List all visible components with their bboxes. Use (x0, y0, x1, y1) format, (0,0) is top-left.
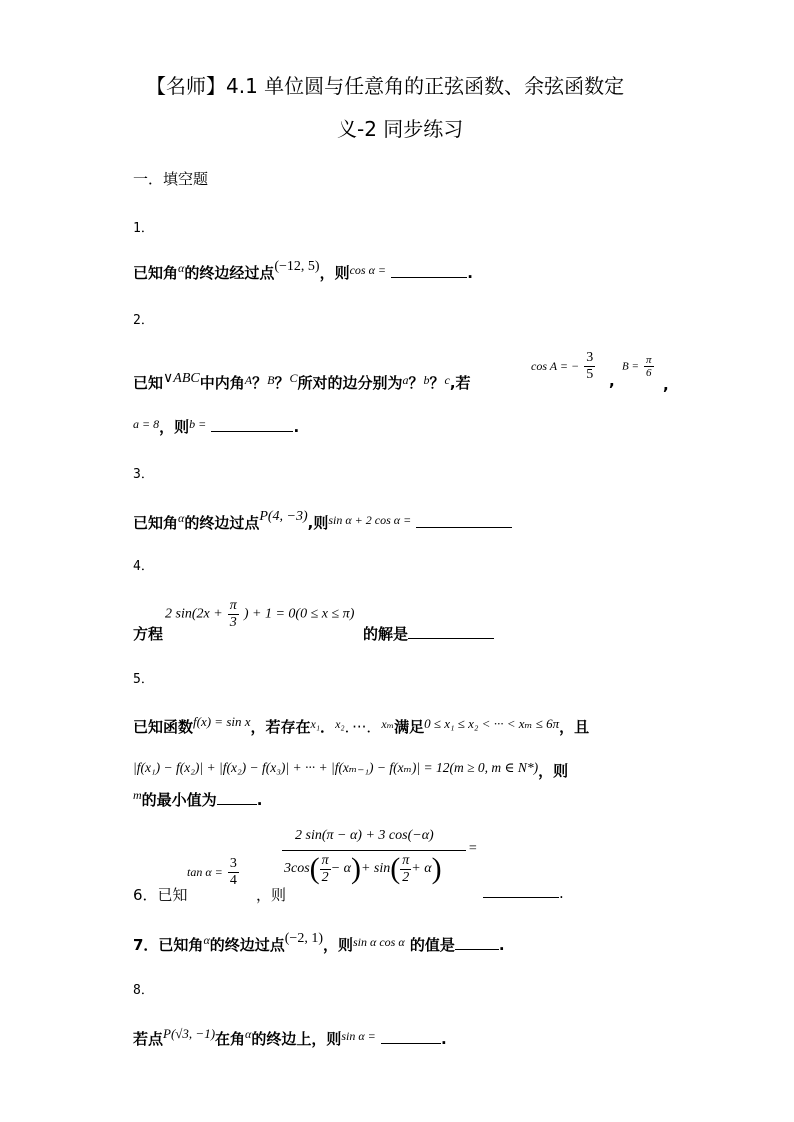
q2-text (133, 372, 471, 393)
q3-number: 3． (133, 467, 154, 482)
q1-point: (−12, 5) (274, 259, 320, 274)
q6-denominator (284, 852, 442, 886)
q8-number: 8． (133, 983, 154, 998)
q6-pi-over-2-a (320, 853, 331, 886)
q8-point: P(√3, −1) (163, 1026, 216, 1041)
q5-t5: ，则 (538, 762, 569, 780)
q2-sep2: ？ (274, 374, 290, 392)
q2-c: c (444, 373, 450, 387)
q1-alpha: α (178, 261, 185, 275)
q5-t3: 满足 (394, 718, 425, 736)
q3-t2: 的终边过点 (184, 514, 260, 532)
q5-fx: f(x) = sin x (193, 714, 251, 729)
q2-B: B (267, 373, 275, 387)
q2-line2 (133, 416, 299, 437)
q2-A: A (244, 373, 253, 387)
q5-t4: ，且 (559, 718, 590, 736)
q6-tan-fraction (228, 856, 239, 889)
q2-number: 2． (133, 313, 154, 328)
q7-answer-blank[interactable] (455, 948, 499, 950)
q3-alpha: α (178, 511, 185, 525)
q1-t3: ，则 (319, 264, 350, 282)
q7-point: (−2, 1) (284, 931, 323, 946)
q2-a-eq: a = 8 (133, 417, 160, 431)
q1-answer-blank[interactable] (391, 276, 467, 278)
q7-expr: sin α cos α (353, 935, 405, 949)
q2-answer-blank[interactable] (211, 430, 293, 432)
q2-cosA (531, 350, 595, 383)
q2-B-fraction (644, 354, 654, 379)
section-heading: 一．填空题 (133, 170, 209, 188)
q2-cosA-den: 5 (586, 367, 594, 382)
q1-text (133, 259, 473, 283)
q2-B-value (622, 354, 654, 379)
q5-dots: ．···． (344, 718, 382, 736)
q2-sep4: ？ (429, 374, 445, 392)
q2-b-eq: b = (189, 417, 207, 431)
q8-t4: . (441, 1030, 447, 1048)
q5-line1 (133, 716, 589, 737)
q8-t3: 的终边上，则 (251, 1030, 342, 1048)
q5-dot: ． (320, 718, 336, 736)
q2-t4: ,若 (449, 374, 471, 392)
q6-answer-line (483, 884, 564, 902)
q6-label: 6．已知 (133, 886, 188, 904)
q3-expr: sin α + 2 cos α = (328, 513, 412, 527)
q6-pi-a: π (321, 852, 329, 868)
page-title-line2: 义-2 同步练习 (337, 117, 464, 141)
q5-sum: |f(x₁) − f(x₂)| + |f(x₂) − f(x₃)| + ··· + |f(xₘ₋₁) − f(xₘ)| = 12(m ≥ 0, m ∈ N*) (133, 760, 539, 775)
q6-numerator: 2 sin(π − α) + 3 cos(−α) (295, 828, 434, 843)
q7-t1: 7．已知角 (133, 936, 204, 954)
q2-t2: 中内角 (199, 374, 245, 392)
q8-alpha: α (245, 1027, 252, 1041)
q8-t1: 若点 (133, 1030, 164, 1048)
q5-cond: 0 ≤ x₁ ≤ x₂ < ··· < xₘ ≤ 6π (424, 716, 560, 731)
q6-two-a: 2 (321, 869, 329, 885)
q3-text (133, 509, 512, 533)
q5-line2 (133, 760, 568, 781)
q7-t5: . (498, 936, 505, 954)
q4-three: 3 (229, 615, 237, 630)
q1-t1: 已知角 (133, 264, 179, 282)
q6-paren-open-2: ( (390, 852, 401, 885)
q1-number: 1． (133, 221, 154, 236)
q8-answer-blank[interactable] (381, 1042, 441, 1044)
q4-eq-b: ) + 1 = 0(0 ≤ x ≤ π) (243, 606, 355, 622)
q6-t1: ，则 (256, 886, 287, 904)
q4-eq-a: 2 sin(2x + (165, 606, 223, 622)
q6-tan-den: 4 (229, 873, 237, 888)
q4-t2: 的解是 (363, 625, 409, 643)
q8-text (133, 1028, 447, 1049)
q5-t1: 已知函数 (133, 718, 194, 736)
q7-text (133, 931, 505, 955)
q6-t2: . (559, 884, 564, 902)
q2-comma1: , (609, 372, 615, 390)
q2-t1: 已知 (133, 374, 164, 392)
q5-t6: 的最小值为 (141, 791, 217, 809)
q2-b: b (423, 373, 430, 387)
q2-triangle: ∨ABC (163, 371, 200, 386)
q4-t2-line (363, 623, 494, 644)
q2-t3: 所对的边分别为 (297, 374, 403, 392)
q3-point: P(4, −3) (259, 509, 308, 524)
q2-sep3: ？ (408, 374, 424, 392)
q5-xm: xₘ (381, 717, 395, 731)
q6-paren-open-1: ( (309, 852, 320, 885)
q6-paren-close-2: ) (431, 852, 442, 885)
q1-t4: . (467, 264, 473, 282)
q4-t1: 方程 (133, 625, 164, 643)
q4-number: 4． (133, 559, 154, 574)
q2-sep1: ？ (252, 374, 268, 392)
q6-paren-close-1: ) (350, 852, 361, 885)
q6-fraction-bar (282, 850, 466, 851)
q2-t6: . (293, 418, 300, 436)
q2-t5: ，则 (159, 418, 190, 436)
q3-t3: ,则 (307, 514, 329, 532)
q5-number: 5． (133, 672, 154, 687)
q8-expr: sin α = (341, 1029, 376, 1043)
q6-den-a: 3cos (284, 861, 310, 876)
q6-pi-b: π (402, 852, 410, 868)
q6-equals: = (468, 841, 478, 856)
q7-t3: ，则 (323, 936, 354, 954)
q6-pi-over-2-b (400, 853, 411, 886)
q6-den-d: + α (411, 861, 432, 876)
q4-pi: π (229, 598, 237, 613)
q2-B-den: 6 (646, 367, 652, 379)
q5-answer-blank[interactable] (217, 803, 257, 805)
q5-line3 (133, 789, 262, 810)
q2-cosA-fraction (584, 350, 595, 383)
q3-t1: 已知角 (133, 514, 179, 532)
q1-expr: cos α = (349, 263, 386, 277)
q6-den-b: − α (330, 861, 351, 876)
q7-t2: 的终边过点 (209, 936, 285, 954)
q5-t2: ，若存在 (250, 718, 311, 736)
q6-tan-num: 3 (229, 856, 237, 871)
q2-B-label: B = (622, 360, 639, 373)
q4-equation (165, 598, 354, 631)
q6-den-c: + sin (360, 861, 391, 876)
q6-two-b: 2 (402, 869, 410, 885)
q2-a: a (402, 373, 409, 387)
q7-alpha: α (203, 933, 210, 947)
q8-t2: 在角 (215, 1030, 246, 1048)
q4-answer-blank[interactable] (408, 637, 494, 639)
q2-comma2: , (663, 376, 669, 394)
q2-cosA-num: 3 (586, 350, 594, 365)
q5-x1: x₁ (310, 717, 321, 731)
q5-x2: x₂ (335, 717, 345, 731)
q2-B-num: π (646, 354, 652, 366)
q6-answer-blank[interactable] (483, 896, 559, 898)
q1-t2: 的终边经过点 (184, 264, 275, 282)
q5-m: m (133, 788, 142, 802)
q2-cosA-label: cos A = − (531, 359, 580, 373)
q2-C: C (289, 371, 298, 385)
q6-tan (187, 856, 239, 889)
q4-pi-over-3 (228, 598, 239, 631)
q7-t4: 的值是 (409, 936, 455, 954)
page-title-line1: 【名师】4.1 单位圆与任意角的正弦函数、余弦函数定 (146, 74, 625, 98)
q6-tan-label: tan α = (187, 865, 223, 879)
q3-answer-blank[interactable] (416, 526, 512, 528)
q5-t7: . (256, 791, 263, 809)
